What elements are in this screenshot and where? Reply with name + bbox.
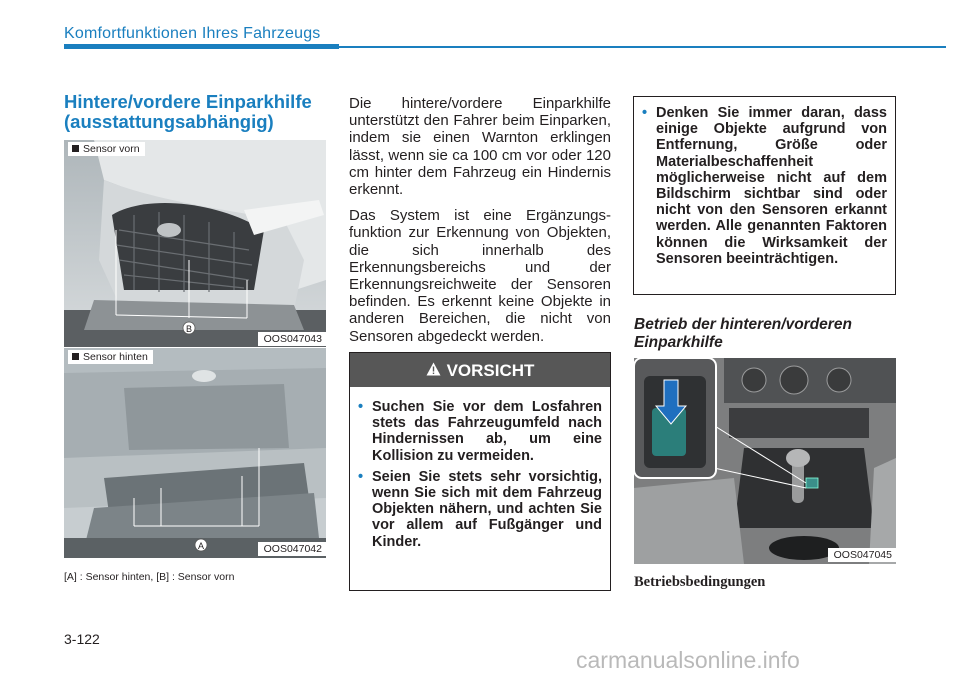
watermark: carmanualsonline.info: [576, 647, 800, 673]
caution-item-text: Seien Sie stets sehr vorsichtig, wenn Sie sich mit dem Fahrzeug Objekten nähern, und achten Sie vor allem auf Fußgänger und Kinder.: [372, 468, 602, 550]
warning-triangle-icon: [426, 361, 441, 381]
rear-sensor-photo: [64, 348, 326, 558]
note-item-text: Denken Sie immer daran, dass einige Objekte aufgrund von Entfernung, Größe oder Materialbeschaffenheit möglicherweise nicht auf dem Bildschirm sichtbar sind oder nicht von den Sensoren erkannt werden. Alle genannten Faktoren können die Wirksamkeit der Sensoren beeinträchtigen.: [656, 105, 887, 267]
rear-photo-code: OOS047042: [258, 542, 326, 556]
cockpit-photo: [634, 358, 896, 564]
caution-box: [349, 352, 611, 591]
operation-title-line1: Betrieb der hinteren/vorderen: [634, 316, 852, 333]
rear-car-illustration: [64, 348, 326, 558]
caution-title-label: VORSICHT: [446, 361, 535, 380]
section-title-line2: (ausstattungsabhängig): [64, 111, 274, 132]
image-caption: [A] : Sensor hinten, [B] : Sensor vorn: [64, 571, 235, 583]
center-console-illustration: [634, 358, 896, 564]
bullet-icon: •: [642, 105, 648, 121]
body-text: [349, 95, 611, 354]
front-sensor-tag-label: Sensor vorn: [83, 143, 140, 155]
bullet-icon: •: [358, 399, 364, 415]
conditions-title: Betriebsbedingungen: [634, 574, 766, 590]
body-paragraph: Die hintere/vordere Einparkhilfe unterstützt den Fahrer beim Einparken, indem sie einen Warnton erklingen lässt, wenn sie ca 100 cm vor oder 120 cm hinter dem Fahrzeug ein Hindernis erkennt.: [349, 95, 611, 199]
list-item: [642, 105, 887, 267]
caution-item-text: Suchen Sie vor dem Losfahren stets das Fahrzeugumfeld nach Hindernissen ab, um eine Kollision zu vermeiden.: [372, 399, 602, 464]
square-bullet-icon: [72, 353, 79, 360]
bullet-icon: •: [358, 468, 364, 485]
operation-title-line2: Einparkhilfe: [634, 333, 723, 351]
rear-sensor-tag: [68, 350, 153, 364]
front-photo-code: OOS047043: [258, 332, 326, 346]
operation-title: [634, 316, 896, 351]
front-marker-label: B: [185, 324, 193, 334]
front-car-illustration: [64, 140, 326, 348]
chapter-title: Komfortfunktionen Ihres Fahrzeugs: [64, 25, 321, 42]
note-box: [633, 96, 896, 295]
front-sensor-photo: [64, 140, 326, 348]
square-bullet-icon: [72, 145, 79, 152]
rear-sensor-tag-label: Sensor hinten: [83, 351, 148, 363]
section-title-line1: Hintere/vordere Einparkhilfe: [64, 91, 312, 112]
page-number: 3-122: [64, 631, 100, 647]
caution-list: [358, 399, 602, 555]
cockpit-photo-code: OOS047045: [828, 548, 896, 562]
rear-marker-label: A: [197, 541, 205, 551]
header-accent-bar: [64, 44, 339, 49]
caution-title: [350, 361, 610, 381]
list-item: [358, 469, 602, 550]
body-paragraph: Das System ist eine Ergänzungs-funktion zur Erkennung von Objekten, die sich innerhalb des Erkennungsbereichs und der Erkennungsreichweite der Sensoren befinden. Es erkennt keine Objekte in anderen Bereichen, die nicht von Sensoren abgedeckt werden.: [349, 207, 611, 345]
list-item: [358, 399, 602, 464]
front-sensor-tag: [68, 142, 145, 156]
section-title: [64, 92, 334, 132]
note-list: [642, 105, 887, 267]
